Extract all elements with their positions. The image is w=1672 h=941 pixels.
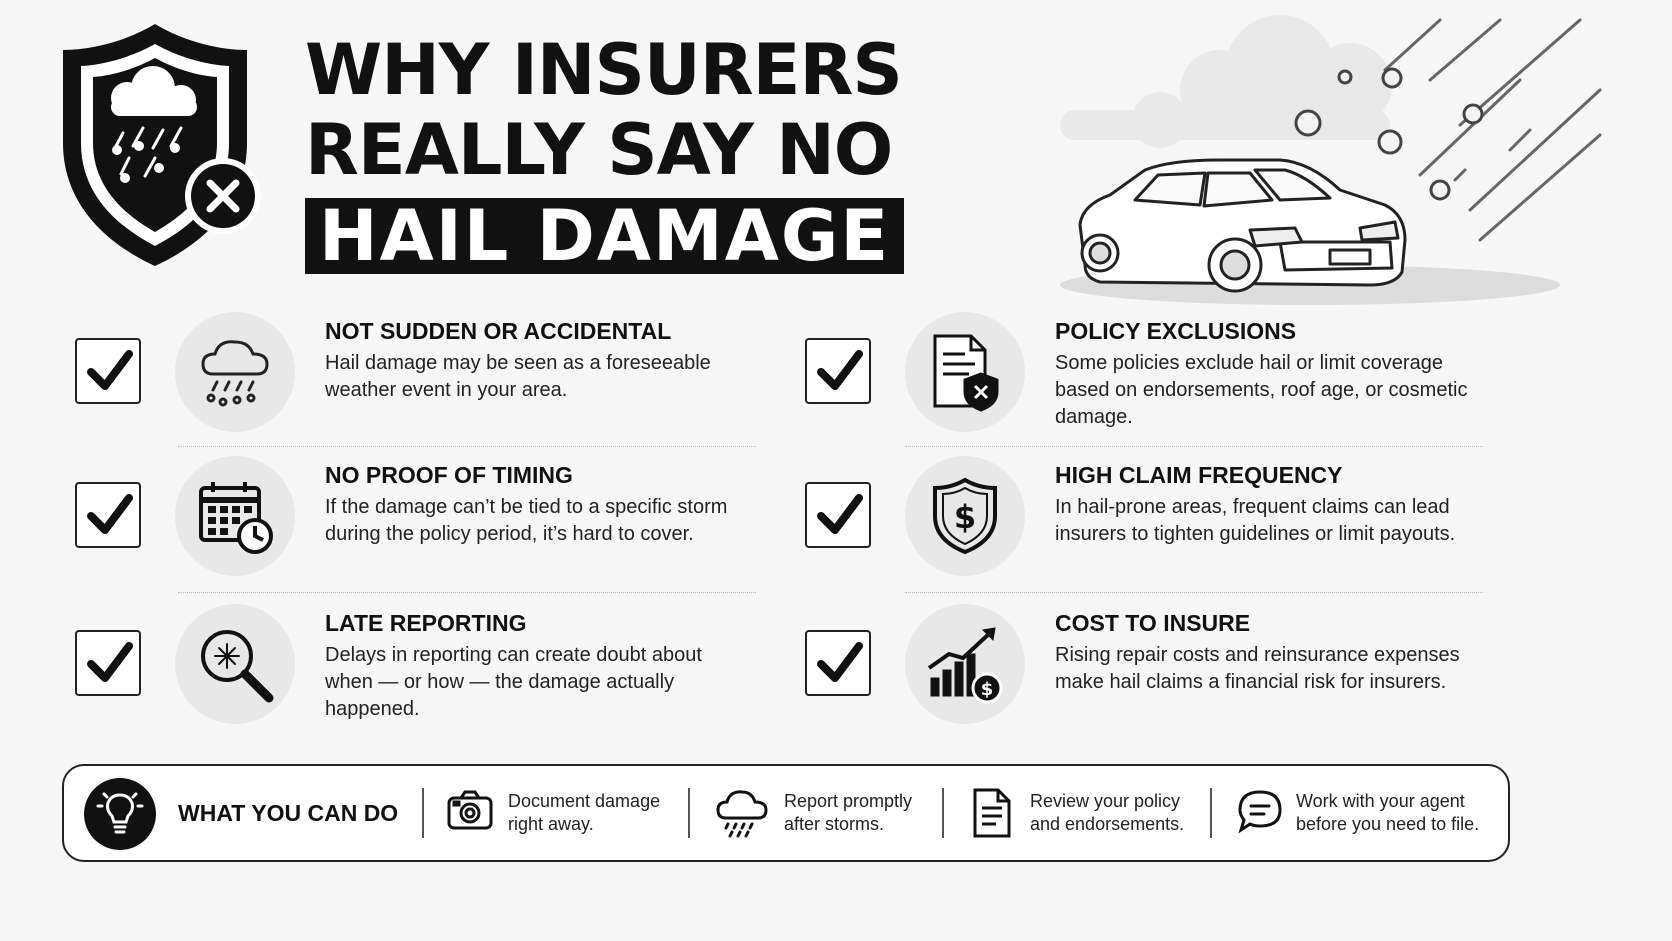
checkbox-icon bbox=[805, 338, 871, 404]
tip-item bbox=[446, 784, 686, 844]
chat-bubble-icon bbox=[1236, 788, 1284, 836]
item-title: COST TO INSURE bbox=[1055, 610, 1251, 636]
item-body: Hail damage may be seen as a foreseeable weather event in your area. bbox=[325, 352, 711, 401]
checkbox-icon bbox=[805, 630, 871, 696]
camera-icon bbox=[446, 788, 494, 832]
rising-cost-chart-icon bbox=[905, 604, 1025, 724]
reason-item bbox=[75, 462, 735, 602]
hail-cloud-icon bbox=[175, 312, 295, 432]
checkbox-icon bbox=[75, 338, 141, 404]
divider bbox=[688, 788, 690, 838]
item-body: Rising repair costs and reinsurance expenses make hail claims a financial risk for insurers. bbox=[1055, 644, 1460, 693]
divider bbox=[905, 446, 1483, 447]
calendar-clock-icon bbox=[175, 456, 295, 576]
hail-shield-logo-icon bbox=[55, 18, 265, 273]
divider bbox=[422, 788, 424, 838]
reason-item bbox=[805, 318, 1468, 458]
item-body: Delays in reporting can create doubt about when — or how — the damage actually happened. bbox=[325, 644, 702, 720]
checkbox-icon bbox=[75, 482, 141, 548]
tip-text-line: Document damage bbox=[508, 791, 661, 811]
item-title: LATE REPORTING bbox=[325, 610, 527, 636]
tip-item bbox=[1236, 784, 1496, 844]
rain-cloud-icon bbox=[714, 788, 770, 838]
reason-item bbox=[805, 610, 1465, 750]
headline-line-2: REALLY SAY NO bbox=[305, 109, 893, 191]
footer-title: WHAT YOU CAN DO bbox=[178, 800, 399, 826]
divider bbox=[178, 446, 756, 447]
headline bbox=[305, 29, 904, 277]
tip-text-line: Work with your agent bbox=[1296, 791, 1465, 811]
item-body: Some policies exclude hail or limit coverage based on endorsements, roof age, or cosmetic damage. bbox=[1055, 352, 1468, 428]
tip-text-line: and endorsements. bbox=[1030, 814, 1185, 834]
tip-text-line: Review your policy bbox=[1030, 791, 1181, 811]
item-title: NO PROOF OF TIMING bbox=[325, 462, 573, 488]
lightbulb-icon bbox=[84, 778, 156, 850]
reason-item bbox=[805, 462, 1465, 602]
checkbox-icon bbox=[75, 630, 141, 696]
item-title: POLICY EXCLUSIONS bbox=[1055, 318, 1297, 344]
dollar-shield-icon bbox=[905, 456, 1025, 576]
item-title: HIGH CLAIM FREQUENCY bbox=[1055, 462, 1343, 488]
divider bbox=[1210, 788, 1212, 838]
reason-item bbox=[75, 318, 735, 458]
document-shield-icon bbox=[905, 312, 1025, 432]
tip-text-line: Report promptly bbox=[784, 791, 913, 811]
car-hail-illustration-icon bbox=[1040, 10, 1640, 310]
document-icon bbox=[972, 788, 1012, 838]
tip-item bbox=[972, 784, 1212, 844]
divider bbox=[942, 788, 944, 838]
tip-text-line: before you need to file. bbox=[1296, 814, 1480, 834]
checkbox-icon bbox=[805, 482, 871, 548]
tip-item bbox=[714, 784, 944, 844]
reason-item bbox=[75, 610, 735, 750]
divider bbox=[905, 592, 1483, 593]
item-body: In hail-prone areas, frequent claims can lead insurers to tighten guidelines or limit payouts. bbox=[1055, 496, 1456, 545]
divider bbox=[178, 592, 756, 593]
headline-line-3: HAIL DAMAGE bbox=[305, 198, 904, 274]
what-you-can-do-panel bbox=[62, 764, 1510, 862]
item-title: NOT SUDDEN OR ACCIDENTAL bbox=[325, 318, 672, 344]
headline-line-1: WHY INSURERS bbox=[305, 29, 902, 111]
magnifier-icon bbox=[175, 604, 295, 724]
tip-text-line: right away. bbox=[508, 814, 594, 834]
svg-text:$: $ bbox=[953, 498, 977, 536]
tip-text-line: after storms. bbox=[784, 814, 885, 834]
item-body: If the damage can’t be tied to a specific storm during the policy period, it’s hard to cover. bbox=[325, 496, 728, 545]
svg-text:$: $ bbox=[980, 679, 994, 700]
